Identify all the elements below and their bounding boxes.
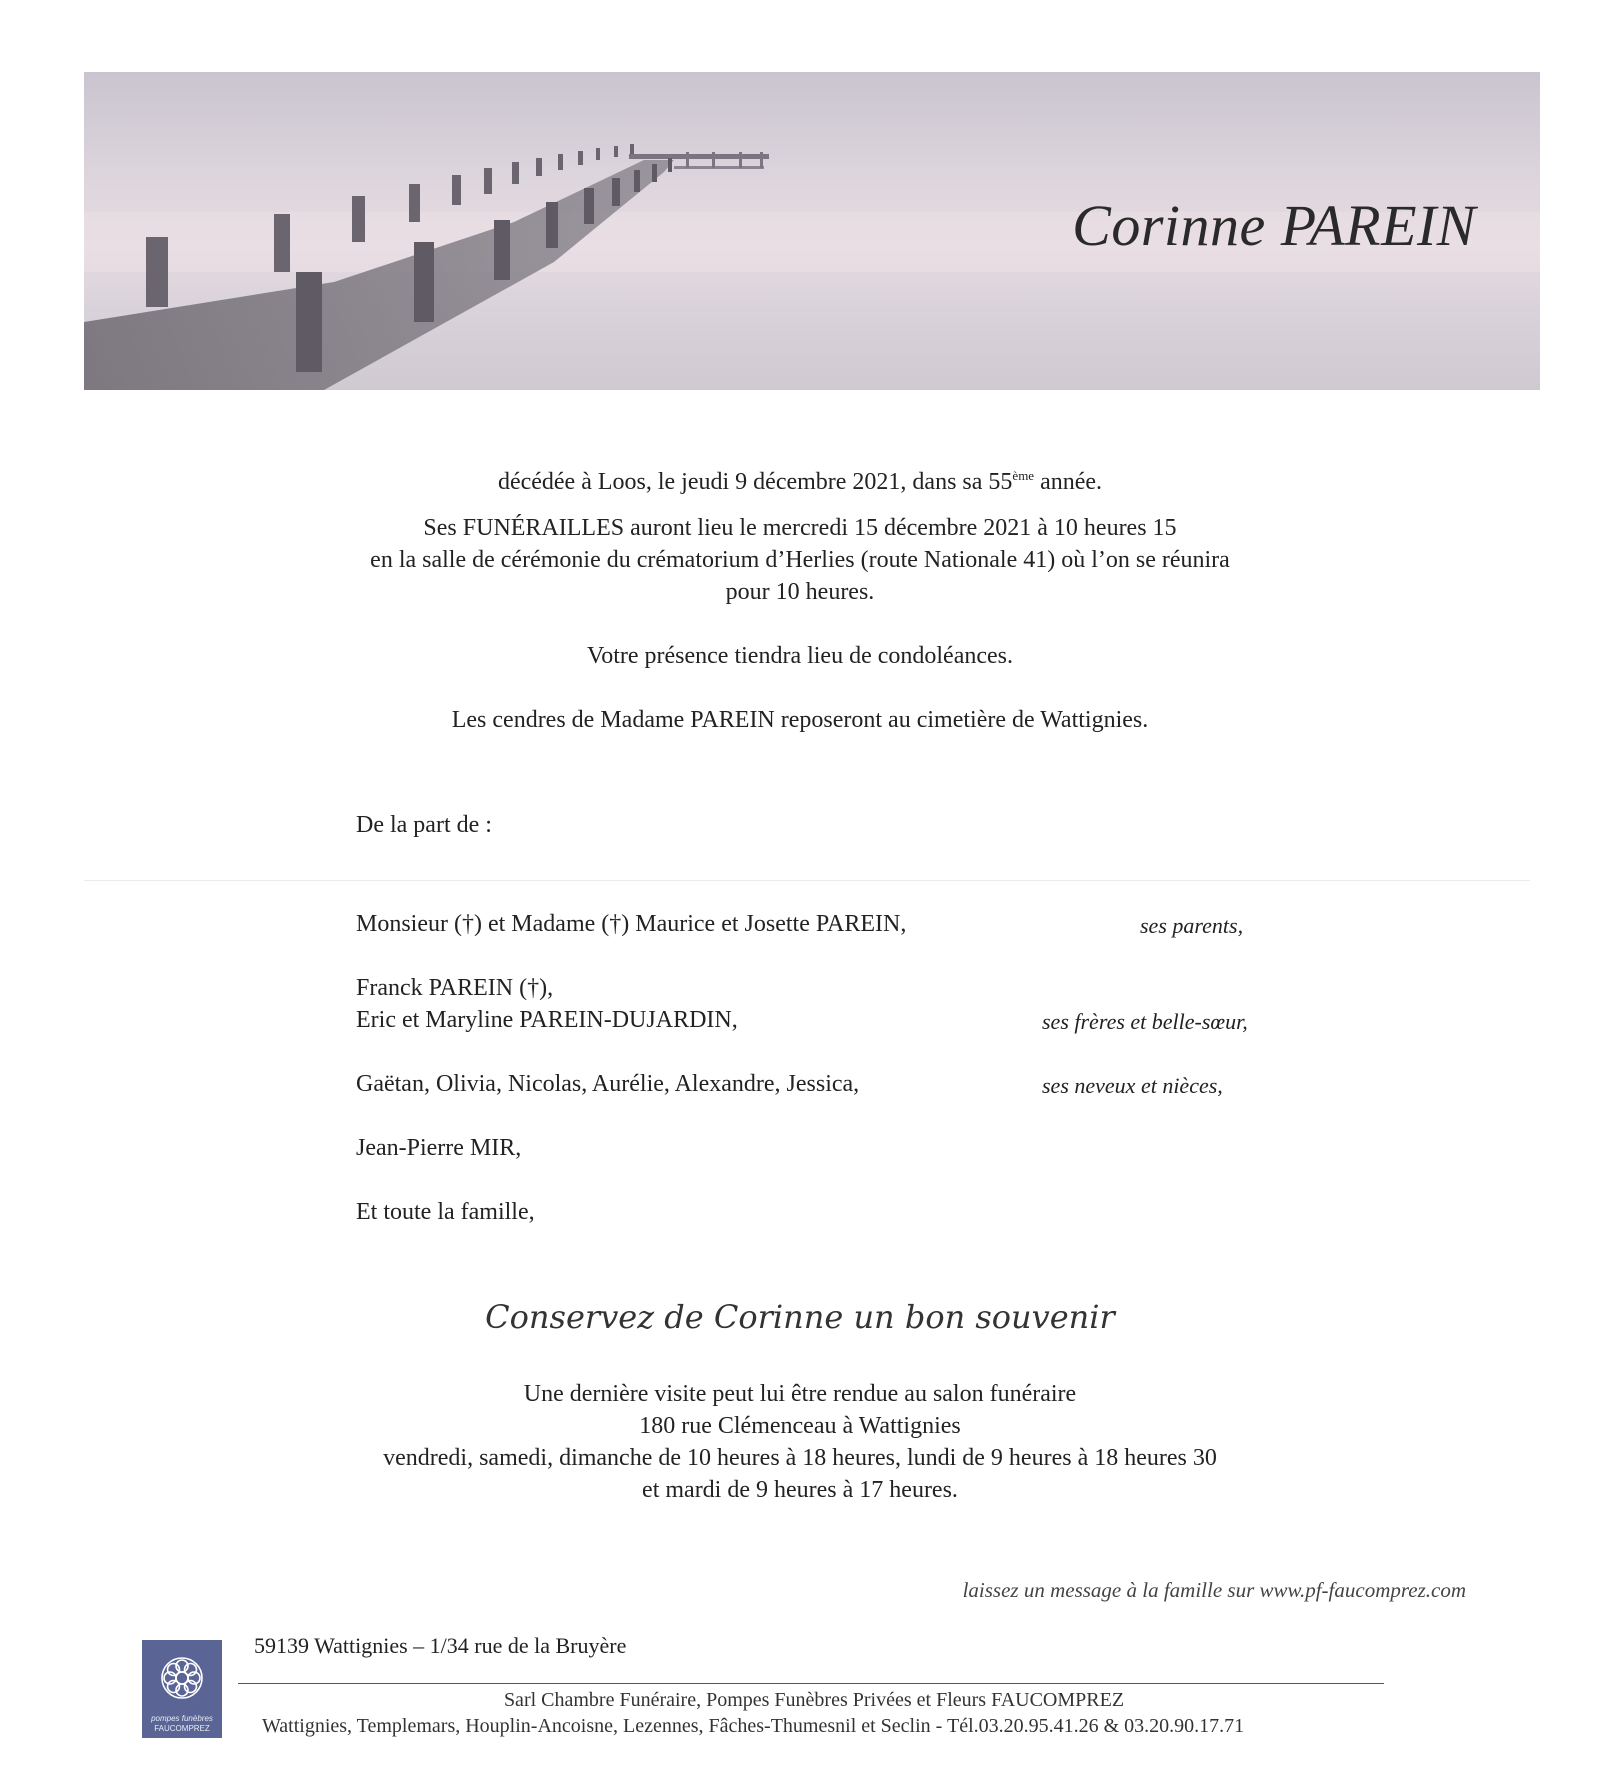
other-family-1: Jean-Pierre MIR, <box>356 1135 522 1161</box>
visit-line-4: et mardi de 9 heures à 17 heures. <box>642 1477 958 1503</box>
visit-line-3: vendredi, samedi, dimanche de 10 heures à 18 heures, lundi de 9 heures à 18 heures 30 <box>383 1445 1217 1471</box>
deceased-name: Corinne PAREIN <box>1072 193 1476 258</box>
footer-locations: Wattignies, Templemars, Houplin-Ancoisne, Lezennes, Fâches-Thumesnil et Seclin - Tél.03.20.95.41.26 & 03.20.90.17.71 <box>262 1715 1245 1737</box>
footer-rule <box>238 1683 1384 1684</box>
parents-names: Monsieur (†) et Madame (†) Maurice et Josette PAREIN, <box>356 911 907 937</box>
footer-company: Sarl Chambre Funéraire, Pompes Funèbres Privées et Fleurs FAUCOMPREZ <box>503 1689 1125 1711</box>
from-label: De la part de : <box>356 812 492 838</box>
logo-text-2: FAUCOMPREZ <box>154 1724 210 1733</box>
remembrance-line: Conservez de Corinne un bon souvenir <box>485 1298 1115 1336</box>
funeral-line-2: en la salle de cérémonie du crématorium d’Herlies (route Nationale 41) où l’on se réunira <box>370 547 1230 573</box>
visit-line-2: 180 rue Clémenceau à Wattignies <box>639 1413 961 1439</box>
death-line-superscript: ème <box>1012 468 1035 483</box>
parents-relation: ses parents, <box>1140 913 1244 938</box>
logo-text-1: pompes funèbres <box>151 1714 213 1723</box>
header-banner <box>84 72 1540 390</box>
other-family-2: Et toute la famille, <box>356 1199 535 1225</box>
death-notice-line <box>0 460 1600 498</box>
ashes-line: Les cendres de Madame PAREIN reposeront au cimetière de Wattignies. <box>451 707 1149 733</box>
funeral-line-1: Ses FUNÉRAILLES auront lieu le mercredi 15 décembre 2021 à 10 heures 15 <box>423 515 1177 541</box>
nephews-names: Gaëtan, Olivia, Nicolas, Aurélie, Alexandre, Jessica, <box>356 1071 860 1097</box>
funeral-line-3: pour 10 heures. <box>725 579 875 605</box>
death-line-end: année. <box>1034 469 1103 495</box>
logo-text <box>142 1714 222 1734</box>
presence-line: Votre présence tiendra lieu de condoléances. <box>586 643 1014 669</box>
nephews-relation: ses neveux et nièces, <box>1042 1073 1223 1098</box>
footer-address: 59139 Wattignies – 1/34 rue de la Bruyère <box>254 1633 627 1658</box>
death-line-text: décédée à Loos, le jeudi 9 décembre 2021, dans sa 55 <box>497 469 1013 495</box>
siblings-name-2: Eric et Maryline PAREIN-DUJARDIN, <box>356 1007 738 1033</box>
siblings-name-1: Franck PAREIN (†), <box>356 975 554 1001</box>
fold-line <box>84 880 1530 881</box>
visit-line-1: Une dernière visite peut lui être rendue au salon funéraire <box>523 1381 1077 1407</box>
message-link[interactable]: laissez un message à la famille sur www.pf-faucomprez.com <box>962 1578 1466 1602</box>
siblings-relation: ses frères et belle-sœur, <box>1042 1009 1248 1034</box>
